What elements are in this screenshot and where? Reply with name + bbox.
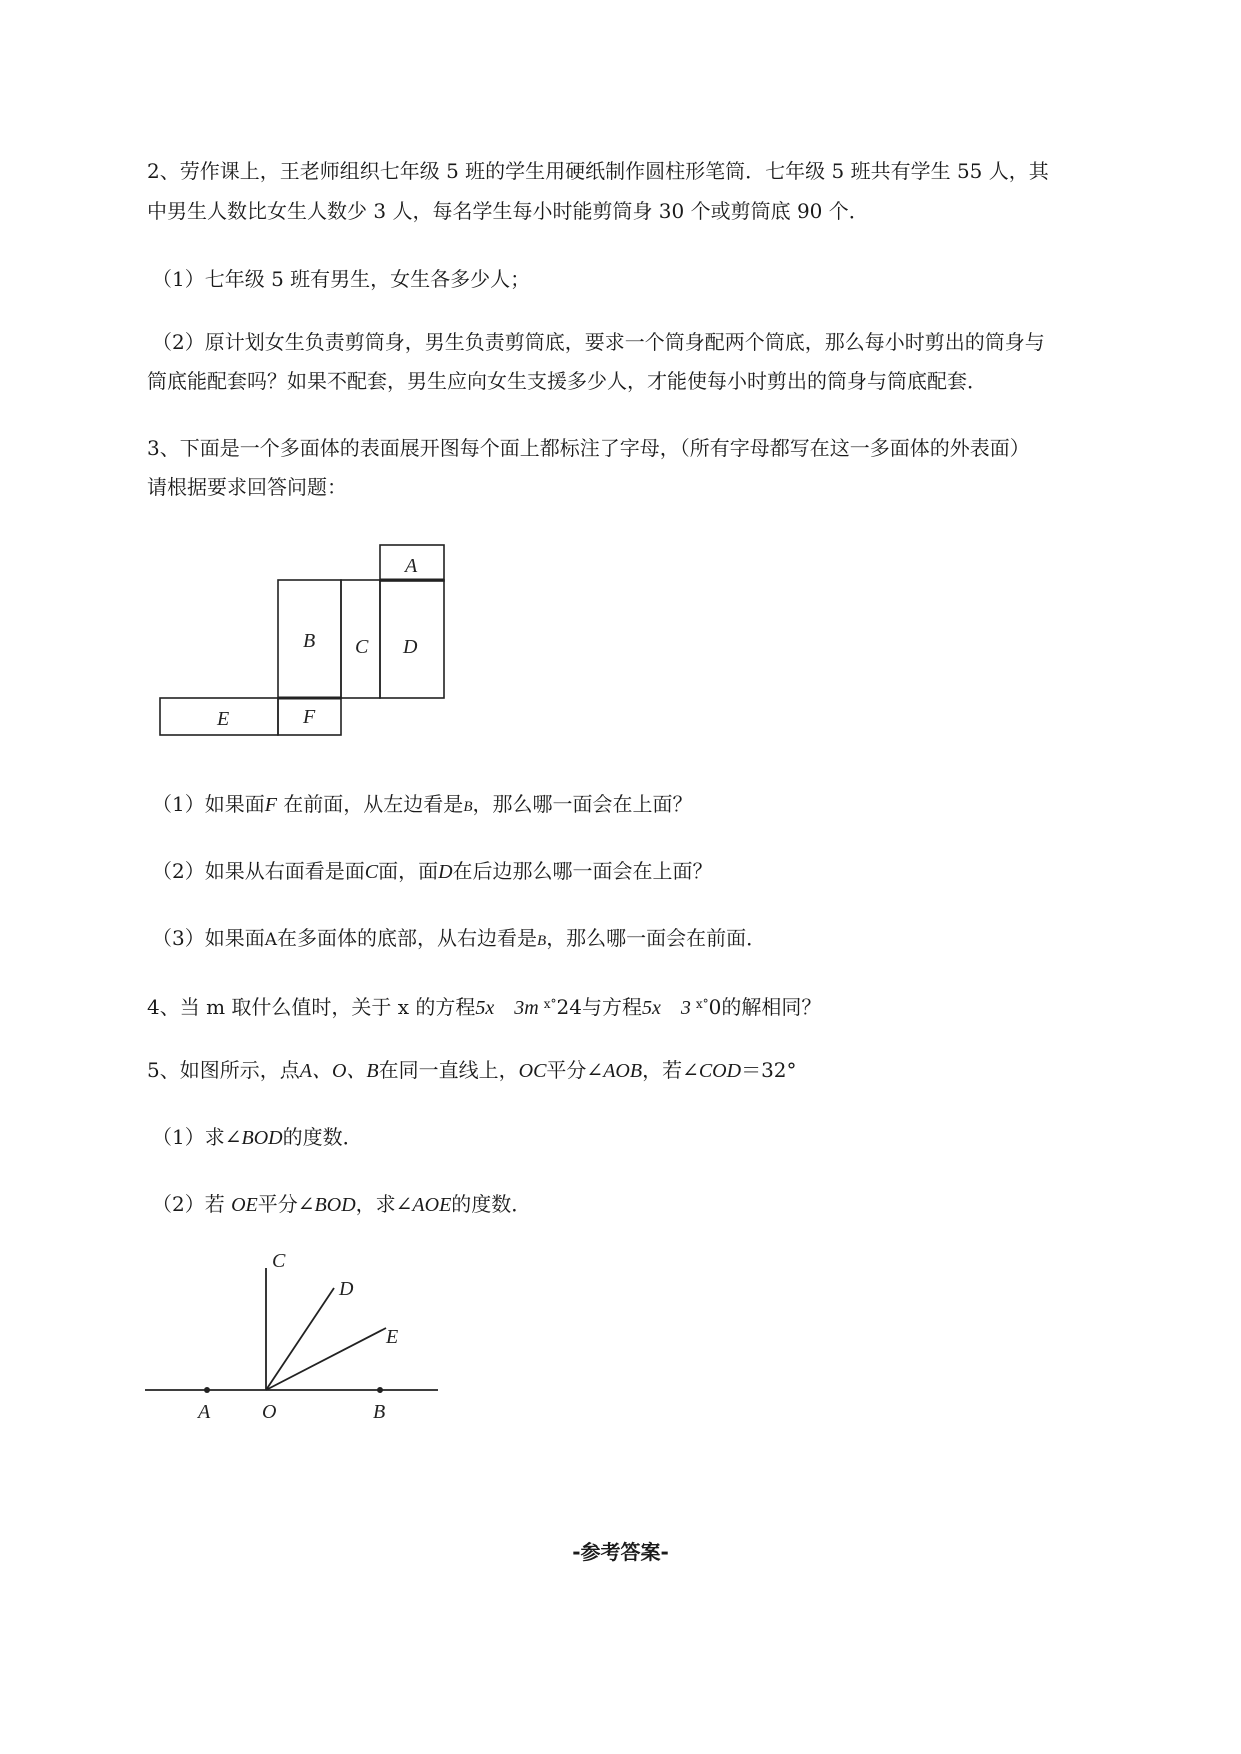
- point-b: [377, 1387, 383, 1393]
- net-label-f: F: [303, 706, 316, 728]
- fig-label-a: A: [198, 1401, 211, 1423]
- net-label-e: E: [217, 708, 230, 730]
- ray-oe: [266, 1328, 386, 1390]
- q2-sub2-line1: （2）原计划女生负责剪筒身，男生负责剪筒底，要求一个筒身配两个筒底，那么每小时剪出的筒身与: [152, 330, 1045, 354]
- q5-sub2: （2）若 OE平分∠BOD，求∠AOE的度数．: [152, 1192, 532, 1216]
- q2-line1: 2、劳作课上，王老师组织七年级 5 班的学生用硬纸制作圆柱形笔筒．七年级 5 班共有学生 55 人，其: [147, 159, 1049, 183]
- fig-label-e: E: [386, 1326, 399, 1348]
- ray-od: [266, 1288, 334, 1390]
- q2-line2: 中男生人数比女生人数少 3 人，每名学生每小时能剪筒身 30 个或剪筒底 90 个．: [147, 199, 869, 223]
- fig-label-o: O: [262, 1401, 277, 1423]
- q2-sub1: （1）七年级 5 班有男生，女生各多少人；: [152, 267, 531, 291]
- q2-sub2-line2: 筒底能配套吗？如果不配套，男生应向女生支援多少人，才能使每小时剪出的筒身与筒底配套．: [147, 369, 987, 393]
- q5-line1: 5、如图所示，点A、O、B在同一直线上，OC平分∠AOB，若∠COD＝32°: [147, 1058, 797, 1082]
- q3-line2: 请根据要求回答问题：: [147, 475, 347, 499]
- q3-sub1: （1）如果面F 在前面，从左边看是B，那么哪一面会在上面？: [152, 792, 693, 816]
- q3-line1: 3、下面是一个多面体的表面展开图每个面上都标注了字母，（所有字母都写在这一多面体的外表面）: [147, 436, 1030, 460]
- net-label-a: A: [405, 555, 418, 577]
- answer-title: -参考答案-: [572, 1540, 669, 1564]
- fig-label-c: C: [272, 1250, 286, 1272]
- q5-sub1: （1）求∠BOD的度数．: [152, 1125, 363, 1149]
- q3-sub3: （3）如果面A在多面体的底部，从右边看是B，那么哪一面会在前面．: [152, 926, 767, 950]
- net-label-d: D: [403, 636, 418, 658]
- net-label-c: C: [355, 636, 369, 658]
- q4-line: 4、当 m 取什么值时，关于 x 的方程5x 3m $^{x^\circ}$24与方程5x 3 $^{x^\circ}$0的解相同？: [147, 995, 822, 1019]
- point-a: [204, 1387, 210, 1393]
- fig-label-d: D: [339, 1278, 354, 1300]
- net-label-b: B: [303, 630, 316, 652]
- q3-sub2: （2）如果从右面看是面C面，面D在后边那么哪一面会在上面？: [152, 859, 713, 883]
- polyhedron-net: [160, 545, 444, 735]
- fig-label-b: B: [373, 1401, 386, 1423]
